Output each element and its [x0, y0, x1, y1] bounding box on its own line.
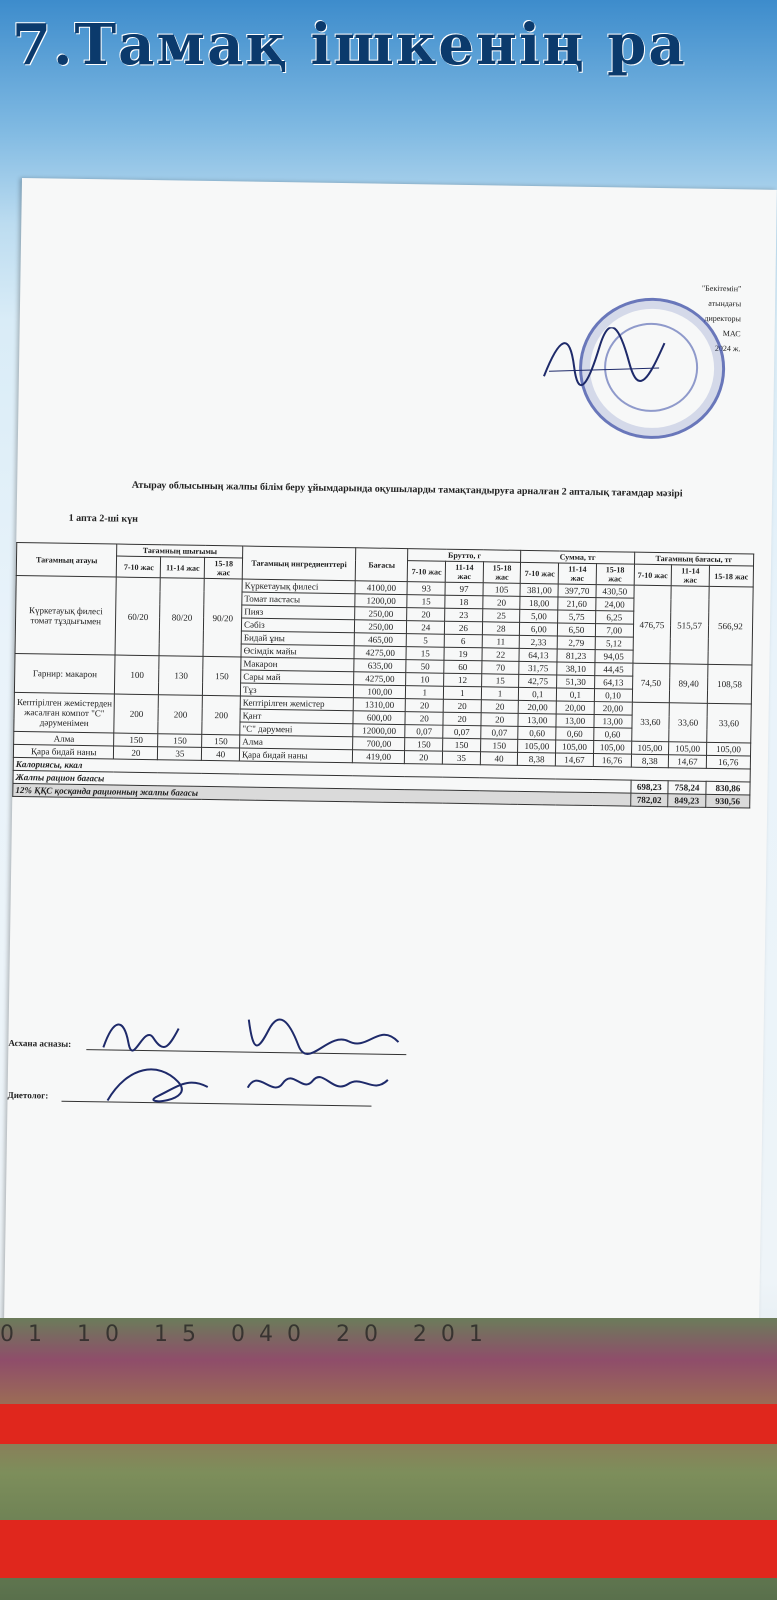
ingredient-name: Қант — [240, 709, 353, 724]
dish-cost: 14,67 — [668, 755, 706, 769]
ingredient-price: 12000,00 — [353, 724, 406, 738]
ingredient-name: Пияз — [242, 605, 355, 620]
ingredient-sum: 21,60 — [558, 597, 596, 611]
ingredient-gross: 50 — [406, 660, 444, 674]
red-band-upper — [0, 1404, 777, 1444]
age-header: 15-18 жас — [709, 565, 753, 587]
ingredient-price: 4275,00 — [354, 672, 407, 686]
dish-name: Гарнир: макарон — [14, 653, 115, 694]
dish-cost: 33,60 — [707, 703, 752, 743]
ingredient-gross: 93 — [407, 582, 445, 596]
ingredient-price: 4100,00 — [355, 581, 408, 595]
ingredient-name: Томат пастасы — [242, 592, 355, 607]
dish-yield: 150 — [202, 734, 240, 748]
dish-name: Күркетауық филесі томат тұздығымен — [15, 575, 117, 655]
ingredient-gross: 22 — [482, 648, 520, 662]
dish-cost: 33,60 — [631, 702, 669, 742]
ingredient-sum: 20,00 — [519, 700, 557, 714]
ingredient-sum: 2,33 — [520, 635, 558, 649]
header-price: Бағасы — [355, 548, 408, 582]
approval-line4: 2024 ж. — [714, 343, 741, 354]
menu-table-body — [13, 575, 753, 769]
ingredient-sum: 38,10 — [557, 662, 595, 676]
ingredient-gross: 1 — [481, 687, 519, 701]
ingredient-name: Өсімдік майы — [241, 644, 354, 659]
ingredient-sum: 0,60 — [594, 728, 632, 742]
ingredient-gross: 24 — [407, 621, 445, 635]
ingredient-sum: 105,00 — [518, 739, 556, 753]
dish-yield: 20 — [114, 746, 158, 760]
ingredient-sum: 105,00 — [593, 741, 631, 755]
age-header: 15-18 жас — [596, 564, 634, 586]
ingredient-sum: 20,00 — [594, 702, 632, 716]
dish-cost: 33,60 — [669, 703, 707, 743]
dish-yield: 200 — [158, 695, 203, 735]
ingredient-gross: 5 — [407, 634, 445, 648]
dish-yield: 150 — [114, 733, 158, 747]
calories-label: Калориясы, ккал — [13, 757, 750, 782]
ingredient-gross: 20 — [407, 608, 445, 622]
ingredient-gross: 20 — [406, 699, 444, 713]
dish-cost: 105,00 — [706, 742, 750, 756]
ingredient-price: 250,00 — [355, 607, 408, 621]
ingredient-price: 700,00 — [353, 737, 406, 751]
ingredient-sum: 64,13 — [519, 648, 557, 662]
age-header: 7-10 жас — [634, 564, 672, 586]
ingredient-sum: 94,05 — [595, 650, 633, 664]
ingredient-sum: 5,00 — [520, 609, 558, 623]
vat-total-value: 930,56 — [706, 794, 750, 808]
ingredient-sum: 51,30 — [557, 675, 595, 689]
document-subtitle: 1 апта 2-ші күн — [68, 512, 138, 525]
ingredient-gross: 1 — [406, 686, 444, 700]
ingredient-gross: 19 — [444, 647, 482, 661]
ingredient-gross: 18 — [445, 595, 483, 609]
ingredient-sum: 430,50 — [596, 585, 634, 599]
ingredient-sum: 5,75 — [558, 610, 596, 624]
ingredient-gross: 0,07 — [481, 726, 519, 740]
ingredient-sum: 0,60 — [518, 726, 556, 740]
ingredient-gross: 97 — [445, 582, 483, 596]
dish-yield: 150 — [203, 656, 241, 696]
header-yield: Тағамның шығымы — [117, 544, 243, 558]
vat-total-label: 12% ҚҚС қосқанда рационның жалпы бағасы — [13, 783, 631, 806]
age-header: 11-14 жас — [558, 563, 596, 585]
ingredient-sum: 24,00 — [596, 598, 634, 612]
ingredient-name: "С" дәрумені — [240, 722, 353, 737]
chef-signature — [98, 1007, 419, 1062]
dish-cost: 16,76 — [706, 755, 750, 769]
age-header: 7-10 жас — [408, 561, 446, 583]
ingredient-gross: 28 — [482, 622, 520, 636]
dish-cost: 8,38 — [631, 754, 669, 768]
document-title: Атырау облысының жалпы білім беру ұйымдарында оқушыларды тамақтандыруға арналған 2 апталық тағамдар мәзірі — [131, 479, 683, 500]
header-gross: Брутто, г — [408, 549, 521, 563]
approval-line2: директоры — [704, 313, 741, 324]
header-ingredients: Тағамның ингредиенттері — [242, 546, 356, 581]
ingredient-name: Макарон — [241, 657, 354, 672]
ingredient-price: 1310,00 — [353, 698, 406, 712]
header-dish: Тағамның атауы — [16, 542, 117, 577]
ingredient-gross: 15 — [481, 674, 519, 688]
ingredient-gross: 150 — [443, 738, 481, 752]
ingredient-sum: 44,45 — [595, 663, 633, 677]
ingredient-gross: 10 — [406, 673, 444, 687]
age-header: 7-10 жас — [117, 556, 161, 578]
ingredient-sum: 5,12 — [595, 637, 633, 651]
red-band-lower — [0, 1520, 777, 1578]
dish-cost: 108,58 — [707, 664, 752, 704]
ingredient-sum: 0,1 — [519, 687, 557, 701]
approval-line1: атындағы — [708, 298, 742, 309]
dish-cost: 89,40 — [670, 664, 708, 704]
ingredient-gross: 1 — [443, 686, 481, 700]
ingredient-gross: 6 — [444, 634, 482, 648]
ingredient-price: 465,00 — [354, 633, 407, 647]
dish-yield: 60/20 — [116, 577, 161, 656]
ingredient-gross: 20 — [483, 596, 521, 610]
bottom-numbers: 01 10 15 040 20 201 — [0, 1322, 497, 1347]
ingredient-price: 419,00 — [352, 750, 405, 764]
dish-cost: 105,00 — [669, 742, 707, 756]
board-title: 7.Тамақ ішкенің ра — [12, 12, 687, 78]
ingredient-name: Алма — [240, 735, 353, 750]
age-header: 11-14 жас — [671, 565, 709, 587]
director-signature — [539, 326, 670, 388]
ingredient-price: 250,00 — [355, 620, 408, 634]
ingredient-gross: 25 — [482, 609, 520, 623]
ingredient-sum: 0,60 — [556, 727, 594, 741]
vat-total-value: 849,23 — [668, 794, 706, 808]
ingredient-name: Кептірілген жемістер — [240, 696, 353, 711]
ingredient-name: Бидай ұны — [241, 631, 354, 646]
dish-name: Алма — [14, 731, 115, 746]
ingredient-sum: 13,00 — [518, 713, 556, 727]
ingredient-gross: 70 — [482, 661, 520, 675]
chef-label: Асхана асназы: — [8, 1037, 72, 1049]
ingredient-sum: 8,38 — [518, 752, 556, 766]
menu-document — [4, 178, 777, 1340]
dish-cost: 515,57 — [670, 586, 709, 665]
dish-yield: 80/20 — [159, 578, 204, 657]
total-value: 830,86 — [706, 781, 750, 795]
ingredient-sum: 7,00 — [595, 624, 633, 638]
ingredient-gross: 150 — [480, 739, 518, 753]
dish-yield: 35 — [158, 747, 202, 761]
approval-org: "Бекітемін" — [701, 283, 742, 294]
ingredient-name: Тұз — [240, 683, 353, 698]
ingredient-gross: 20 — [443, 712, 481, 726]
dish-yield: 150 — [158, 734, 202, 748]
ingredient-name: Күркетауық филесі — [242, 579, 355, 594]
ingredient-sum: 20,00 — [556, 701, 594, 715]
ingredient-gross: 35 — [442, 751, 480, 765]
ingredient-sum: 81,23 — [557, 649, 595, 663]
ingredient-gross: 11 — [482, 635, 520, 649]
ingredient-sum: 31,75 — [519, 661, 557, 675]
ingredient-sum: 14,67 — [555, 753, 593, 767]
total-value: 698,23 — [630, 780, 668, 794]
age-header: 15-18 жас — [483, 562, 521, 584]
ingredient-sum: 6,00 — [520, 622, 558, 636]
ingredient-name: Қара бидай наны — [239, 748, 352, 763]
dish-yield: 40 — [202, 747, 240, 761]
ingredient-gross: 20 — [443, 699, 481, 713]
dish-yield: 200 — [202, 695, 240, 735]
ingredient-gross: 15 — [407, 595, 445, 609]
ingredient-sum: 381,00 — [520, 583, 558, 597]
ingredient-sum: 13,00 — [594, 715, 632, 729]
total-label: Жалпы рацион бағасы — [13, 770, 631, 793]
ingredient-sum: 0,1 — [556, 688, 594, 702]
ingredient-gross: 40 — [480, 752, 518, 766]
ingredient-gross: 12 — [444, 673, 482, 687]
dish-name: Қара бидай наны — [13, 744, 114, 759]
menu-table — [12, 542, 754, 809]
ingredient-sum: 397,70 — [558, 584, 596, 598]
ingredient-sum: 64,13 — [594, 676, 632, 690]
dish-cost: 476,75 — [632, 585, 671, 664]
ingredient-gross: 20 — [405, 751, 443, 765]
dish-yield: 130 — [159, 656, 204, 696]
ingredient-gross: 60 — [444, 660, 482, 674]
ingredient-name: Сары май — [241, 670, 354, 685]
ingredient-name: Сәбіз — [241, 618, 354, 633]
dish-name: Кептірілген жемістерден жасалған компот "С" дәруменімен — [14, 692, 115, 733]
dish-cost: 74,50 — [632, 663, 670, 703]
vat-total-value: 782,02 — [630, 793, 668, 807]
ingredient-gross: 0,07 — [443, 725, 481, 739]
ingredient-gross: 105 — [483, 583, 521, 597]
dish-yield: 200 — [114, 694, 159, 734]
dietitian-label: Диетолог: — [7, 1089, 49, 1101]
ingredient-sum: 6,25 — [595, 611, 633, 625]
approval-line3: МАС — [722, 329, 741, 339]
dietitian-signature — [97, 1055, 398, 1114]
ingredient-gross: 26 — [444, 621, 482, 635]
ingredient-gross: 20 — [481, 713, 519, 727]
ingredient-sum: 42,75 — [519, 674, 557, 688]
ingredient-gross: 20 — [481, 700, 519, 714]
ingredient-price: 100,00 — [353, 685, 406, 699]
ingredient-gross: 23 — [445, 608, 483, 622]
ingredient-sum: 13,00 — [556, 714, 594, 728]
age-header: 11-14 жас — [161, 557, 205, 579]
ingredient-sum: 2,79 — [557, 636, 595, 650]
age-header: 15-18 жас — [205, 557, 243, 579]
ingredient-sum: 6,50 — [558, 623, 596, 637]
ingredient-gross: 15 — [406, 647, 444, 661]
ingredient-price: 1200,00 — [355, 594, 408, 608]
header-cost: Тағамның бағасы, тг — [634, 552, 754, 566]
ingredient-sum: 16,76 — [593, 754, 631, 768]
dish-yield: 100 — [115, 655, 160, 695]
age-header: 11-14 жас — [445, 561, 483, 583]
ingredient-sum: 0,10 — [594, 689, 632, 703]
ingredient-sum: 105,00 — [556, 740, 594, 754]
dish-cost: 566,92 — [708, 586, 753, 665]
ingredient-price: 4275,00 — [354, 646, 407, 660]
ingredient-price: 600,00 — [353, 711, 406, 725]
ingredient-price: 635,00 — [354, 659, 407, 673]
ingredient-gross: 150 — [405, 738, 443, 752]
ingredient-sum: 18,00 — [520, 596, 558, 610]
age-header: 7-10 жас — [521, 562, 559, 584]
total-value: 758,24 — [668, 781, 706, 795]
ingredient-gross: 0,07 — [405, 725, 443, 739]
dish-cost: 105,00 — [631, 741, 669, 755]
ingredient-gross: 20 — [405, 712, 443, 726]
dish-yield: 90/20 — [203, 578, 242, 657]
header-sum: Сумма, тг — [521, 550, 634, 564]
